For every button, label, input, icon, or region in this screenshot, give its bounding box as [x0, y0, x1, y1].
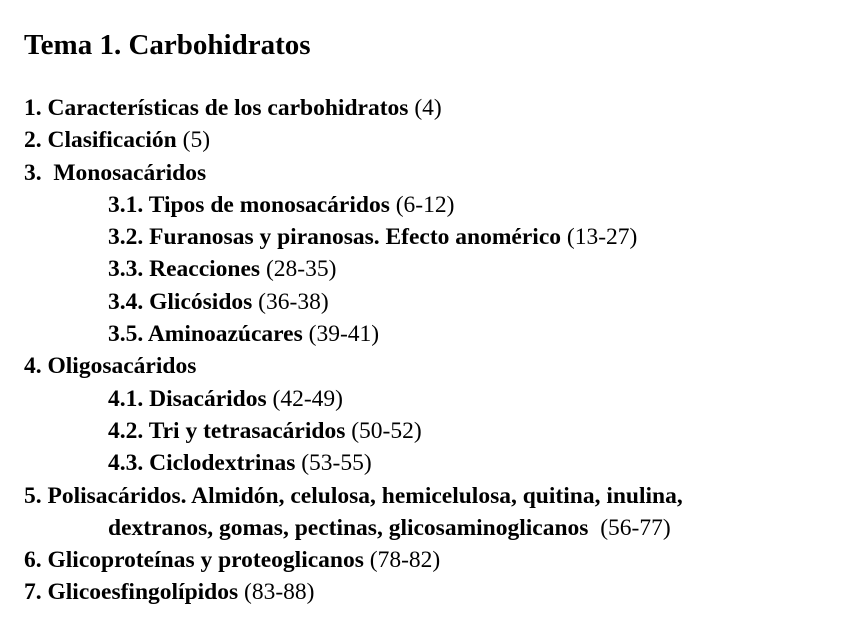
toc-item-text: 3.2. Furanosas y piranosas. Efecto anomérico — [108, 224, 562, 251]
toc-item-continuation — [24, 512, 834, 544]
toc-item-text: 2. Clasificación — [24, 127, 177, 154]
toc-item-pages: (4) — [414, 95, 442, 121]
toc-subitem — [24, 253, 834, 285]
toc-item-text-continued: dextranos, gomas, pectinas, glicosaminoglicanos — [108, 514, 589, 541]
toc-subitem — [24, 318, 834, 350]
toc-item — [24, 124, 834, 156]
toc-subitem — [24, 383, 834, 415]
toc-item-text: 4. Oligosacáridos — [24, 353, 197, 380]
toc-item-text: 3.5. Aminoazúcares — [108, 321, 303, 348]
toc-item-pages: (6-12) — [395, 191, 455, 218]
toc-subitem — [24, 447, 834, 479]
toc-subitem — [24, 221, 834, 253]
toc-item-text: 3.1. Tipos de monosacáridos — [108, 191, 390, 218]
toc-item-pages: (5) — [182, 127, 211, 154]
toc-item-pages: (83-88) — [244, 579, 315, 606]
toc-item-text: 1. Características de los carbohidratos — [24, 95, 409, 121]
toc-item-pages: (50-52) — [351, 417, 422, 444]
toc-item-pages: (56-77) — [600, 514, 671, 541]
toc-item-pages: (42-49) — [272, 385, 343, 412]
toc-item-pages: (13-27) — [566, 224, 638, 251]
toc-item — [24, 576, 834, 608]
toc-item — [24, 544, 834, 576]
toc-item-text: 3. Monosacáridos — [24, 159, 207, 186]
toc-item-text: 4.2. Tri y tetrasacáridos — [108, 417, 346, 444]
toc-subitem — [24, 286, 834, 318]
toc-item — [24, 157, 834, 189]
toc-item-pages: (39-41) — [308, 321, 380, 348]
toc-subitem — [24, 415, 834, 447]
toc-item — [24, 350, 834, 382]
document-title: Tema 1. Carbohidratos — [24, 29, 311, 61]
toc-item-text: 3.3. Reacciones — [108, 256, 261, 283]
toc-item-pages: (28-35) — [265, 256, 337, 283]
table-of-contents — [24, 92, 834, 609]
toc-item-text: 3.4. Glicósidos — [108, 288, 253, 315]
toc-item-pages: (53-55) — [301, 450, 372, 477]
toc-item-text: 4.1. Disacáridos — [108, 385, 267, 412]
toc-item-pages: (36-38) — [258, 288, 329, 315]
document-page — [24, 26, 834, 609]
toc-item-text: 7. Glicoesfingolípidos — [24, 579, 239, 606]
toc-item-text: 6. Glicoproteínas y proteoglicanos — [24, 547, 364, 574]
toc-item-text: 4.3. Ciclodextrinas — [108, 450, 296, 477]
toc-item — [24, 92, 834, 124]
toc-item — [24, 480, 834, 545]
toc-subitem — [24, 189, 834, 221]
toc-item-pages: (78-82) — [369, 547, 441, 574]
toc-item-text: 5. Polisacáridos. Almidón, celulosa, hemicelulosa, quitina, inulina, — [24, 482, 683, 509]
